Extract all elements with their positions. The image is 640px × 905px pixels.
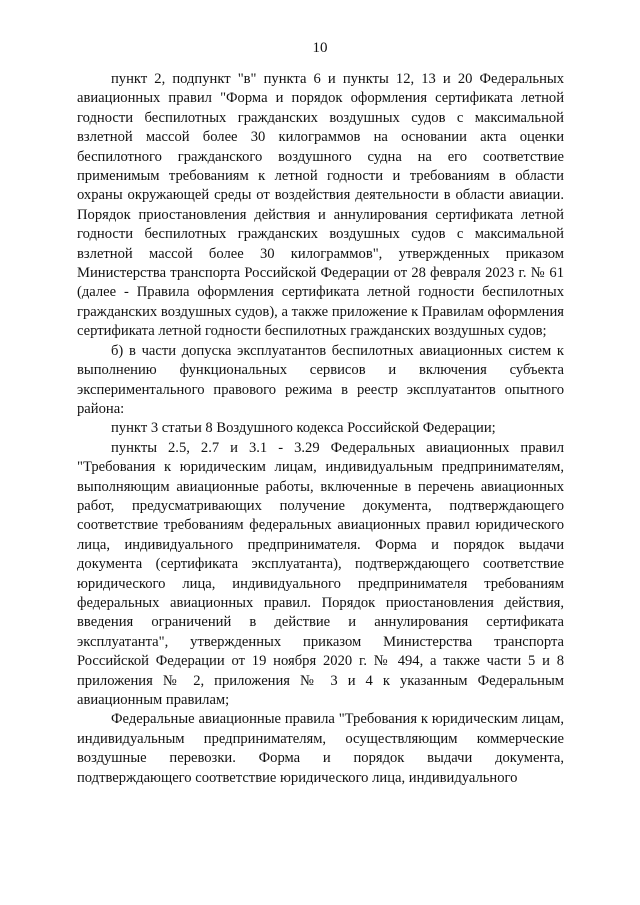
paragraph-3: пункт 3 статьи 8 Воздушного кодекса Российской Федерации; [111,420,496,437]
document-body [77,70,564,788]
paragraph-5: Федеральные авиационные правила "Требования к юридическим лицам, индивидуальным предпринимателям, осуществляющим коммерческие воздушные перевозки. Форма и порядок выдачи документа, подтверждающего соответствие юридического лица, индивидуального [77,711,564,786]
page-number: 10 [312,40,328,56]
paragraph-4: пункты 2.5, 2.7 и 3.1 - 3.29 Федеральных авиационных правил "Требования к юридическим лицам, индивидуальным предпринимателям, выполняющим авиационные работы, включенные в перечень авиационных работ, предусматривающих получение документа, подтверждающего соответствие требованиям федеральных авиационных правил юридического лица, индивидуального предпринимателя. Форма и порядок выдачи документа (сертификата эксплуатанта), подтверждающего соответствие юридического лица, индивидуального предпринимателя требованиям федеральных авиационных правил. Порядок приостановления действия, введения ограничений в действие и аннулирования сертификата эксплуатанта", утвержденных приказом Министерства транспорта Российской Федерации от 19 ноября 2020 г. № 494, а также части 5 и 8 приложения № 2, приложения № 3 и 4 к указанным Федеральным авиационным правилам; [77,439,564,708]
paragraph-1: пункт 2, подпункт "в" пункта 6 и пункты 12, 13 и 20 Федеральных авиационных правил "Форма и порядок оформления сертификата летной годности беспилотных гражданских воздушных судов с максимальной взлетной массой более 30 килограммов на основании акта оценки беспилотного гражданского воздушного судна на его соответствие применимым требованиям к летной годности и требованиям в области охраны окружающей среды от воздействия деятельности в области авиации. Порядок приостановления действия и аннулирования сертификата летной годности беспилотных гражданских воздушных судов с максимальной взлетной массой более 30 килограммов", утвержденных приказом Министерства транспорта Российской Федерации от 28 февраля 2023 г. № 61 (далее - Правила оформления сертификата летной годности беспилотных гражданских воздушных судов), а также приложение к Правилам оформления сертификата летной годности беспилотных гражданских воздушных судов; [77,71,564,340]
paragraph-2: б) в части допуска эксплуатантов беспилотных авиационных систем к выполнению функциональных сервисов и включения субъекта экспериментального правового режима в реестр эксплуатантов опытного района: [77,342,564,417]
